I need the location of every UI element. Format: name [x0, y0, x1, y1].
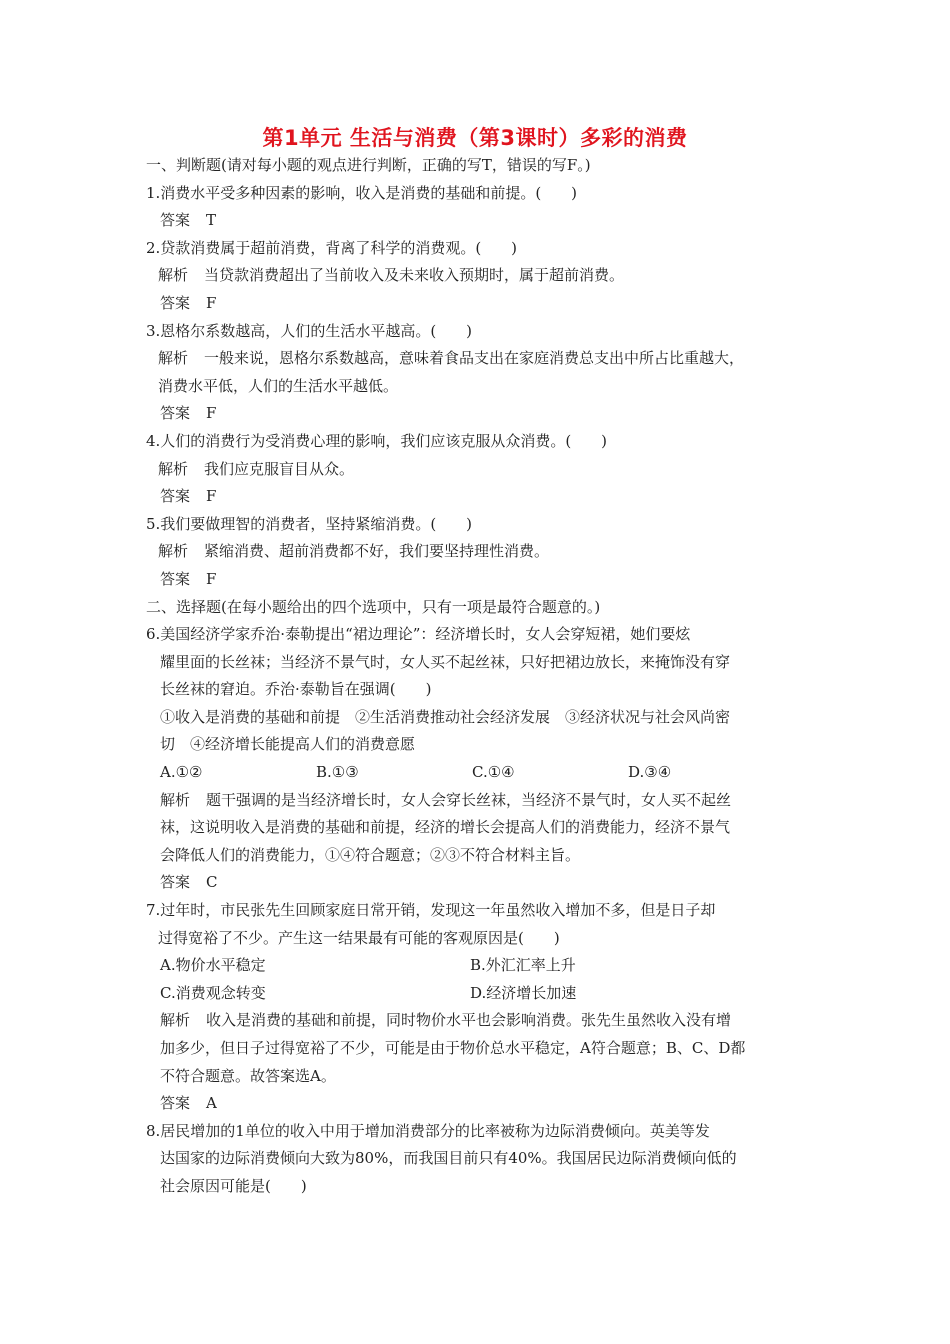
- question-4-analysis: [146, 456, 816, 484]
- question-6-stem-cont: 长丝袜的窘迫。乔治·泰勒旨在强调( ): [160, 680, 432, 699]
- answer-label: 答案: [160, 487, 191, 506]
- analysis-text: 当贷款消费超出了当前收入及未来收入预期时，属于超前消费。: [204, 266, 625, 285]
- question-6-items-cont: 切 ④经济增长能提高人们的消费意愿: [160, 735, 416, 754]
- question-5-answer: [146, 566, 816, 594]
- question-3-answer: [146, 400, 816, 428]
- analysis-label: 解析: [158, 542, 189, 561]
- question-3-analysis-cont: 消费水平低，人们的生活水平越低。: [158, 376, 399, 395]
- answer-value: T: [206, 211, 217, 230]
- question-7-stem: 7.过年时，市民张先生回顾家庭日常开销，发现这一年虽然收入增加不多，但是日子却: [146, 901, 716, 920]
- option-a: A.①②: [160, 763, 203, 782]
- analysis-text: 一般来说，恩格尔系数越高，意味着食品支出在家庭消费总支出中所占比重越大，: [204, 349, 745, 368]
- answer-value: C: [206, 873, 218, 892]
- analysis-label: 解析: [158, 266, 189, 285]
- analysis-label: 解析: [158, 459, 189, 478]
- answer-label: 答案: [160, 1094, 191, 1113]
- option-c: C.①④: [472, 763, 515, 782]
- question-8-stem-cont: 达国家的边际消费倾向大致为80%，而我国目前只有40%。我国居民边际消费倾向低的: [160, 1149, 737, 1168]
- question-2-answer: [146, 290, 816, 318]
- question-7-analysis: [146, 1007, 816, 1035]
- question-7-analysis-cont: 不符合题意。故答案选A。: [160, 1066, 336, 1085]
- document-body: [146, 152, 816, 1201]
- answer-value: A: [206, 1094, 217, 1113]
- section-heading-judgement: 一、判断题(请对每小题的观点进行判断，正确的写T，错误的写F。): [146, 156, 591, 174]
- section-heading-choice: 二、选择题(在每小题给出的四个选项中，只有一项是最符合题意的。): [146, 597, 601, 616]
- analysis-text: 收入是消费的基础和前提，同时物价水平也会影响消费。张先生虽然收入没有增: [206, 1011, 732, 1030]
- question-6-analysis-cont: 袜，这说明收入是消费的基础和前提，经济的增长会提高人们的消费能力，经济不景气: [160, 818, 731, 837]
- answer-label: 答案: [160, 569, 191, 588]
- question-4-stem: 4.人们的消费行为受消费心理的影响，我们应该克服从众消费。( ): [146, 431, 608, 450]
- question-6-analysis-cont: 会降低人们的消费能力，①④符合题意；②③不符合材料主旨。: [160, 845, 581, 864]
- analysis-label: 解析: [160, 790, 191, 809]
- answer-label: 答案: [160, 293, 191, 312]
- answer-value: F: [206, 487, 217, 506]
- question-6-analysis: [146, 787, 816, 815]
- option-a: A.物价水平稳定: [160, 956, 266, 975]
- question-6-answer: [146, 869, 816, 897]
- question-8-stem-cont: 社会原因可能是( ): [160, 1176, 307, 1195]
- question-2-stem: 2.贷款消费属于超前消费，背离了科学的消费观。( ): [146, 238, 518, 257]
- question-5-analysis: [146, 538, 816, 566]
- answer-label: 答案: [160, 873, 191, 892]
- analysis-text: 紧缩消费、超前消费都不好，我们要坚持理性消费。: [204, 542, 550, 561]
- analysis-text: 题干强调的是当经济增长时，女人会穿长丝袜，当经济不景气时，女人买不起丝: [206, 790, 732, 809]
- question-2-analysis: [146, 262, 816, 290]
- analysis-label: 解析: [160, 1011, 191, 1030]
- question-7-answer: [146, 1090, 816, 1118]
- answer-label: 答案: [160, 404, 191, 423]
- option-d: D.③④: [628, 763, 672, 782]
- option-b: B.①③: [316, 763, 359, 782]
- question-6-options: [146, 759, 816, 787]
- answer-label: 答案: [160, 211, 191, 230]
- question-7-options-row1: [146, 952, 816, 980]
- question-3-stem: 3.恩格尔系数越高，人们的生活水平越高。( ): [146, 321, 473, 340]
- question-7-options-row2: [146, 980, 816, 1008]
- question-7-stem-cont: 过得宽裕了不少。产生这一结果最有可能的客观原因是( ): [158, 928, 560, 947]
- question-8-stem: 8.居民增加的1单位的收入中用于增加消费部分的比率被称为边际消费倾向。英美等发: [146, 1121, 710, 1140]
- option-b: B.外汇汇率上升: [470, 956, 576, 975]
- question-4-answer: [146, 483, 816, 511]
- question-5-stem: 5.我们要做理智的消费者，坚持紧缩消费。( ): [146, 514, 473, 533]
- answer-value: F: [206, 293, 217, 312]
- question-6-items: ①收入是消费的基础和前提 ②生活消费推动社会经济发展 ③经济状况与社会风尚密: [160, 707, 731, 726]
- question-7-analysis-cont: 加多少，但日子过得宽裕了不少，可能是由于物价总水平稳定，A符合题意；B、C、D都: [160, 1039, 746, 1057]
- option-d: D.经济增长加速: [470, 983, 577, 1002]
- analysis-text: 我们应克服盲目从众。: [204, 459, 355, 478]
- question-3-analysis: [146, 345, 816, 373]
- answer-value: F: [206, 569, 217, 588]
- document-title: 第1单元 生活与消费（第3课时）多彩的消费: [262, 126, 688, 150]
- answer-value: F: [206, 404, 217, 423]
- option-c: C.消费观念转变: [160, 983, 266, 1002]
- analysis-label: 解析: [158, 349, 189, 368]
- question-1-answer: [146, 207, 816, 235]
- question-6-stem: 6.美国经济学家乔治·泰勒提出“裙边理论”：经济增长时，女人会穿短裙，她们要炫: [146, 625, 691, 644]
- question-6-stem-cont: 耀里面的长丝袜；当经济不景气时，女人买不起丝袜，只好把裙边放长，来掩饰没有穿: [160, 652, 731, 671]
- question-1-stem: 1.消费水平受多种因素的影响，收入是消费的基础和前提。( ): [146, 183, 578, 202]
